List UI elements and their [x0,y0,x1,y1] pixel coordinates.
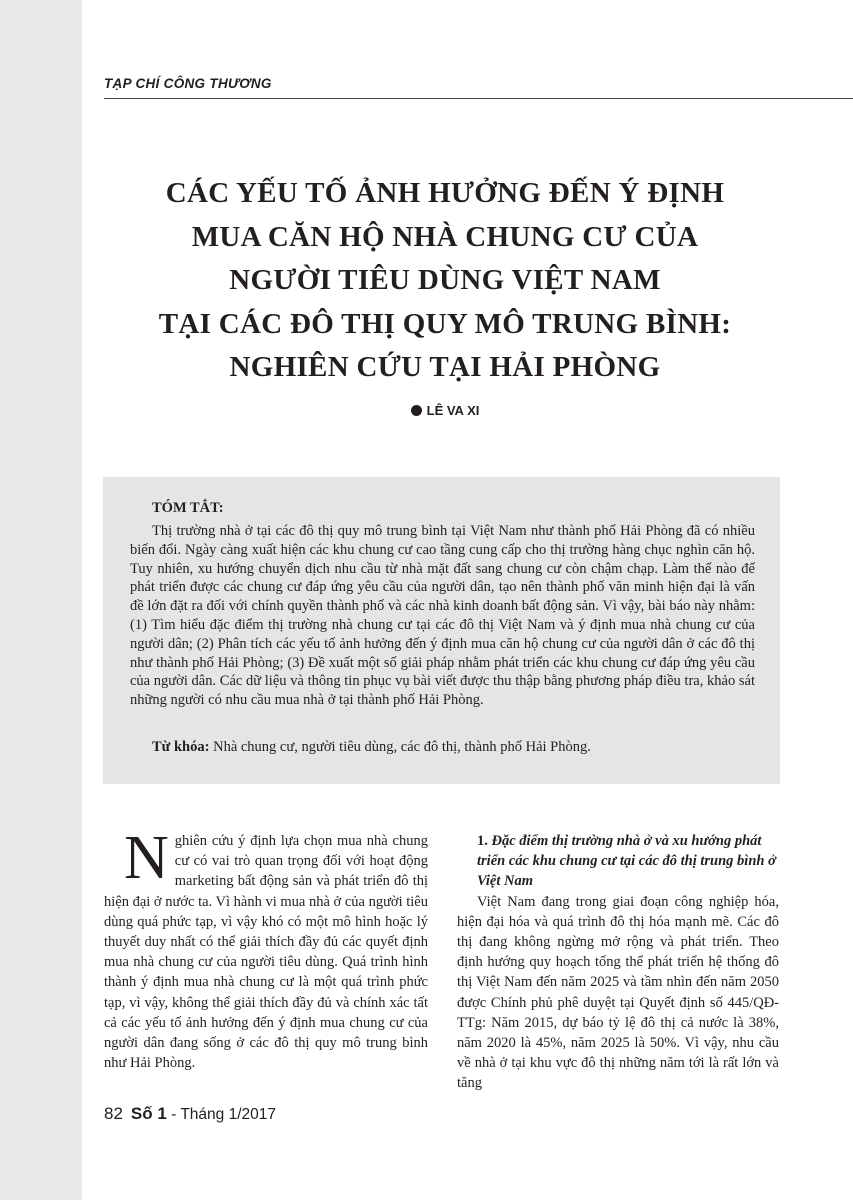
title-line: NGHIÊN CỨU TẠI HẢI PHÒNG [229,351,661,383]
section-number: 1. [477,833,488,849]
abstract-body: Thị trường nhà ở tại các đô thị quy mô trung bình tại Việt Nam như thành phố Hải Phòng đã có nhiều biến đổi. Ngày càng xuất hiện các khu chung cư cao tầng cung cấp cho thị trường hàng chục nghìn căn hộ. Tuy nhiên, xu hướng chuyển dịch nhu cầu từ nhà mặt đất sang chung cư còn chậm chạp. Làm thế nào để phát triển được các chung cư đáp ứng yêu cầu của người dân, tạo nên thành phố văn minh hiện đại là vấn đề lớn đặt ra đối với chính quyền thành phố và các nhà kinh doanh bất động sản. Vì vậy, bài báo này nhằm: (1) Tìm hiểu đặc điểm thị trường nhà chung cư tại các đô thị Việt Nam và ý định mua nhà chung cư của người dân; (2) Phân tích các yếu tố ảnh hưởng đến ý định mua căn hộ chung cư của người dân ở các đô thị như thành phố Hải Phòng; (3) Đề xuất một số giải pháp nhằm phát triển các khu chung cư đáp ứng yêu cầu của người dân. Các dữ liệu và thông tin phục vụ bài viết được thu thập bằng phương pháp điều tra, khảo sát những người có nhu cầu mua nhà ở tại thành phố Hải Phòng. [130,523,755,709]
title-line: TẠI CÁC ĐÔ THỊ QUY MÔ TRUNG BÌNH: [158,307,732,340]
left-margin-band [0,0,82,1200]
page-number: 82 [104,1104,123,1123]
issue-date: - Tháng 1/2017 [166,1106,276,1123]
section-title: Đặc điểm thị trường nhà ở và xu hướng phát triển các khu chung cư tại các đô thị trung bình ở Việt Nam [477,833,776,890]
keywords-label: Từ khóa: [152,739,210,755]
author-name: LÊ VA XI [426,403,480,418]
section-1-body: Việt Nam đang trong giai đoạn công nghiệp hóa, hiện đại hóa và quá trình đô thị hóa mạnh mẽ. Các đô thị đang không ngừng mở rộng và phát triển. Theo định hướng quy hoạch tổng thể phát triển hệ thống đô thị Việt Nam đến năm 2025 và tầm nhìn đến năm 2050 được Chính phủ phê duyệt tại Quyết định số 445/QĐ-TTg: Năm 2015, dự báo tỷ lệ đô thị cả nước là 38%, năm 2020 là 45%, năm 2025 là 50%. Vì vậy, nhu cầu về nhà ở tại khu vực đô thị những năm tới là rất lớn và tăng [457,893,779,1092]
intro-column [104,824,428,1073]
keywords-text: Nhà chung cư, người tiêu dùng, các đô thị, thành phố Hải Phòng. [213,739,591,755]
article-title [120,172,770,390]
page-footer [104,1104,276,1124]
header-rule [104,98,853,99]
drop-cap: N [124,824,169,892]
title-line: MUA CĂN HỘ NHÀ CHUNG CƯ CỦA [191,220,699,253]
title-line: CÁC YẾU TỐ ẢNH HƯỞNG ĐẾN Ý ĐỊNH [165,177,725,209]
journal-name: TẠP CHÍ CÔNG THƯƠNG [104,76,272,91]
section-1-column [457,831,779,1094]
keywords [152,738,762,757]
title-line: NGƯỜI TIÊU DÙNG VIỆT NAM [229,264,661,296]
intro-text: ghiên cứu ý định lựa chọn mua nhà chung cư có vai trò quan trọng đối với hoạt động marketing bất động sản và phát triển đô thị hiện đại ở nước ta. Vì hành vi mua nhà ở của người tiêu dùng quá phức tạp, vì vậy khó có một mô hình hoặc lý thuyết duy nhất có thể giải thích đầy đủ các quyết định mua nhà chung cư của người tiêu dùng. Quá trình hình thành ý định mua nhà chung cư là một quá trình phức tạp, vì vậy, không thể giải thích đầy đủ và chính xác tất cả các yếu tố ảnh hưởng đến ý định mua chung cư của người dân đang sống ở các đô thị quy mô trung bình như Hải Phòng. [104,833,428,1072]
issue-number: Số 1 [130,1104,167,1123]
author-line [0,403,853,418]
abstract-heading: TÓM TẮT: [152,500,224,516]
section-1-heading [457,831,779,892]
bullet-icon [411,405,422,416]
